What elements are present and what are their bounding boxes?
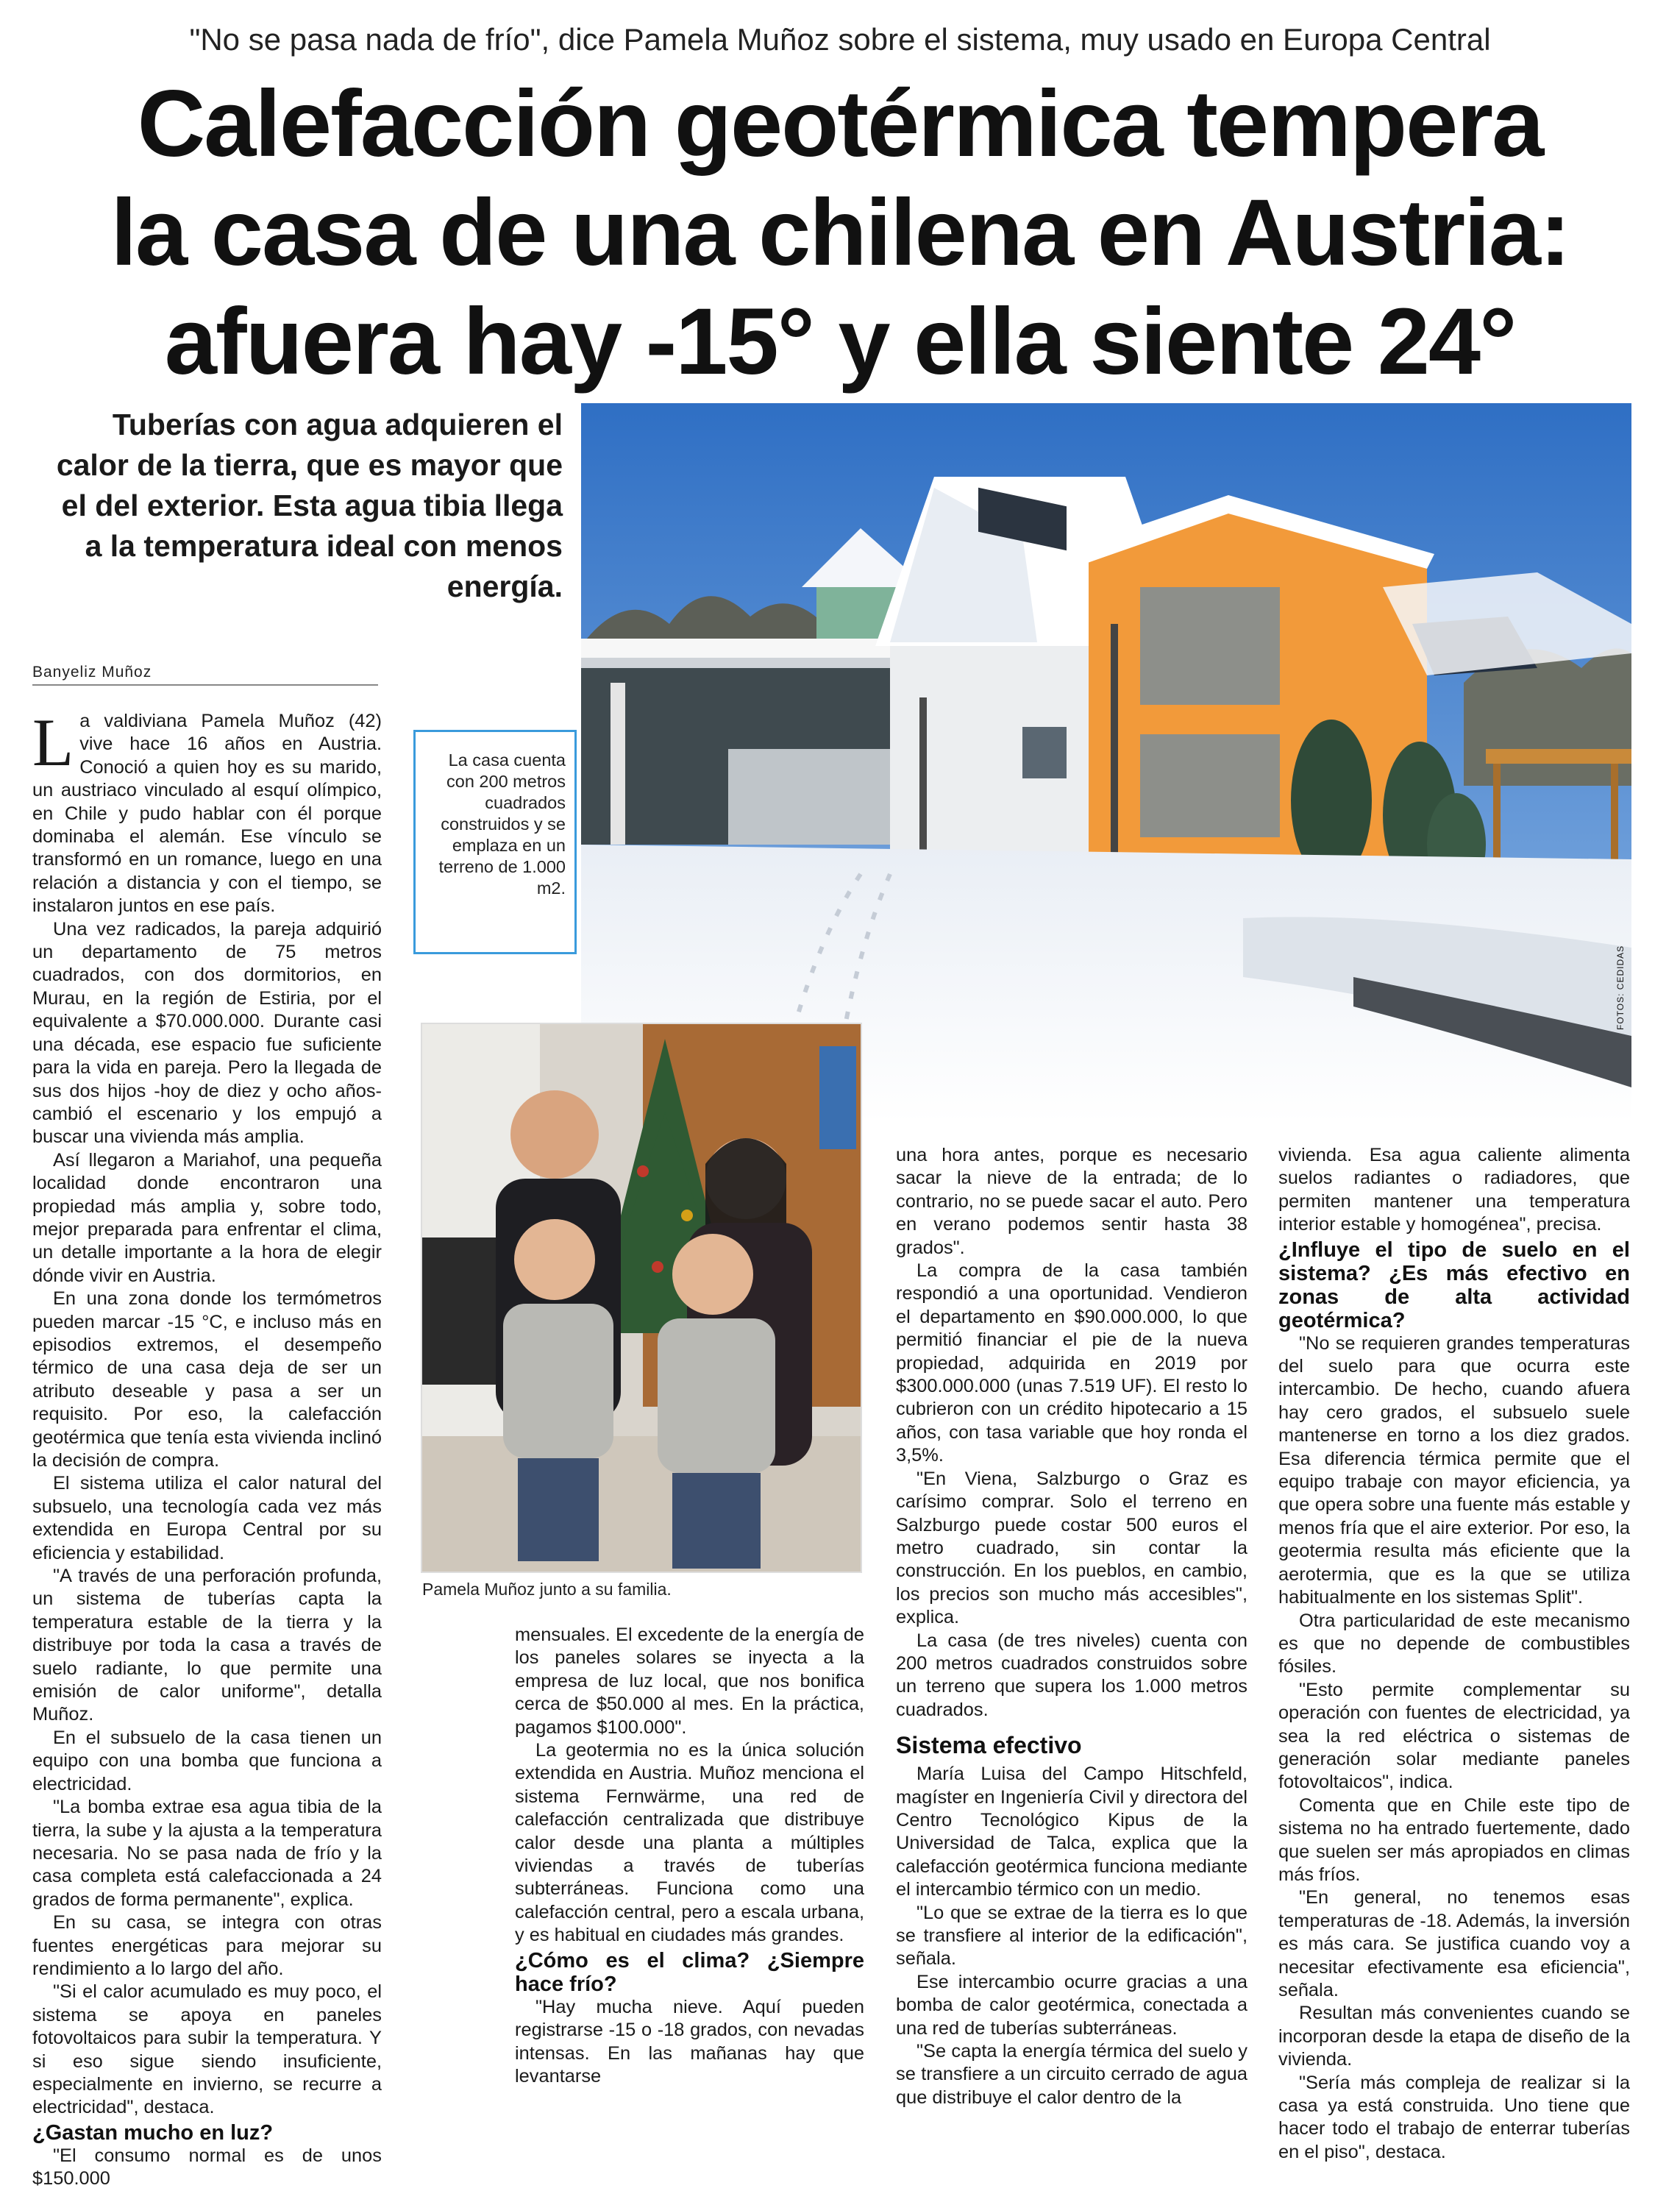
section-subheading: Sistema efectivo bbox=[896, 1732, 1082, 1759]
interview-question: ¿Gastan mucho en luz? bbox=[32, 2120, 274, 2145]
article-paragraph: En una zona donde los termómetros pueden marcar -15 °C, e incluso más en episodios extremos, el desempeño térmico de una casa deja de ser un atributo deseable y pasa a ser un requisito. Por eso, la calefacción geotérmica que tenía esta vivienda inclinó la decisión de compra. bbox=[32, 1288, 382, 1471]
article-paragraph: mensuales. El excedente de la energía de los paneles solares se inyecta a la empresa de luz local, que nos bonifica cerca de $50.000 al mes. En la práctica, pagamos $100.000". bbox=[515, 1624, 864, 1738]
article-paragraph: "Si el calor acumulado es muy poco, el sistema se apoya en paneles fotovoltaicos para subir la temperatura. Y si eso sigue siendo insuficiente, especialmente en invierno, se recurre a electricidad", destaca. bbox=[32, 1981, 382, 2118]
article-paragraph: La valdiviana Pamela Muñoz (42) vive hace 16 años en Austria. Conoció a quien hoy es su marido, un austriaco vinculado al esquí olímpico, en Chile y pudo hablar con él porque dominaba el alemán. Ese vínculo se transformó en un romance, luego en una relación a distancia y con el tiempo, se instalaron juntos en ese país. bbox=[32, 705, 382, 917]
article-paragraph: El sistema utiliza el calor natural del subsuelo, una tecnología cada vez más extendida en Europa Central por su eficiencia y estabilidad. bbox=[32, 1473, 382, 1563]
article-paragraph: María Luisa del Campo Hitschfeld, magíster en Ingeniería Civil y directora del Centro Tecnológico Kipus de la Universidad de Talca, explica que la calefacción geotérmica funciona mediante el intercambio térmico con un medio. bbox=[896, 1764, 1247, 1900]
article-paragraph: "No se requieren grandes temperaturas del suelo para que ocurra este intercambio. De hecho, cuando afuera hay cero grados, el subsuelo suele mantenerse en torno a los diez grados. Esa diferencia térmica permite que el equipo trabaje con mayor eficiencia, ya que opera sobre una fuente más estable y menos fría que el aire exterior. Por eso, la geotermia resulta más eficiente que la aerotermia, que es la que se utiliza habitualmente en los sistemas Split". bbox=[1278, 1332, 1630, 1608]
article-paragraph: Ese intercambio ocurre gracias a una bomba de calor geotérmica, conectada a una red de tuberías subterráneas. bbox=[896, 1971, 1247, 2039]
article-paragraph: La geotermia no es la única solución extendida en Austria. Muñoz menciona el sistema Fernwärme, una red de calefacción centralizada que distribuye calor desde una planta a múltiples viviendas a través de tuberías subterráneas. Funciona como una calefacción central, pero a escala urbana, y es habitual en ciudades más grandes. bbox=[515, 1740, 864, 1946]
article-paragraph: "Hay mucha nieve. Aquí pueden registrarse -15 o -18 grados, con nevadas intensas. En las mañanas hay que levantarse bbox=[515, 1996, 864, 2087]
house-photo-caption: La casa cuenta con 200 metros cuadrados construidos y se emplaza en un terreno de 1.000 m2. bbox=[413, 730, 577, 954]
byline-divider bbox=[32, 684, 378, 686]
article-paragraph: Otra particularidad de este mecanismo es que no depende de combustibles fósiles. bbox=[1278, 1610, 1630, 1677]
article-paragraph: "En Viena, Salzburgo o Graz es carísimo comprar. Solo el terreno en Salzburgo puede costar 500 euros el metro cuadrado, sin contar la construcción. En los pueblos, en cambio, los precios son mucho más accesibles", explica. bbox=[896, 1468, 1247, 1628]
article-paragraph: "En general, no tenemos esas temperaturas de -18. Además, la inversión es más cara. Se justifica cuando voy a necesitar efectivamente esa eficiencia", señala. bbox=[1278, 1887, 1630, 2000]
article-paragraph: Comenta que en Chile este tipo de sistema no ha entrado fuertemente, dado que suelen ser más apropiados en climas más fríos. bbox=[1278, 1794, 1630, 1885]
byline: Banyeliz Muñoz bbox=[32, 664, 152, 681]
article-paragraph: vivienda. Esa agua caliente alimenta suelos radiantes o radiadores, que permiten mantener una temperatura interior estable y homogénea", precisa. bbox=[1278, 1145, 1630, 1235]
photo-credit: FOTOS: CEDIDAS bbox=[1615, 945, 1626, 1030]
article-paragraph: "Se capta la energía térmica del suelo y se transfiere a un circuito cerrado de agua que distribuye el calor dentro de la bbox=[896, 2041, 1247, 2108]
article-column-3 bbox=[896, 1144, 1247, 2109]
article-paragraph: "Sería más compleja de realizar si la casa ya está construida. Uno tiene que hacer todo el trabajo de enterrar tuberías en el piso", destaca. bbox=[1278, 2072, 1630, 2162]
article-paragraph: Así llegaron a Mariahof, una pequeña localidad donde encontraron una propiedad más amplia y, sobre todo, mejor preparada para enfrentar el clima, un detalle importante a la hora de elegir dónde vivir en Austria. bbox=[32, 1149, 382, 1286]
dropcap: L bbox=[32, 705, 74, 780]
article-paragraph: En su casa, se integra con otras fuentes energéticas para mejorar su rendimiento a lo largo del año. bbox=[32, 1912, 382, 1979]
article-paragraph: "A través de una perforación profunda, un sistema de tuberías capta la temperatura estable de la tierra y la distribuye por toda la casa a través de suelo radiante, lo que permite una emisión de calor uniforme", detalla Muñoz. bbox=[32, 1566, 382, 1725]
kicker: "No se pasa nada de frío", dice Pamela Muñoz sobre el sistema, muy usado en Europa Central bbox=[189, 22, 1491, 57]
house-photo bbox=[581, 403, 1631, 1123]
lead-paragraph: Tuberías con agua adquieren el calor de la tierra, que es mayor que el del exterior. Esta agua tibia llega a la temperatura ideal con menos energía. bbox=[56, 408, 563, 603]
headline-line-1: Calefacción geotérmica tempera bbox=[137, 71, 1543, 177]
article-column-4 bbox=[1278, 1144, 1630, 2164]
article-column-2 bbox=[515, 1624, 864, 2088]
headline bbox=[0, 70, 1680, 397]
article-paragraph: Una vez radicados, la pareja adquirió un departamento de 75 metros cuadrados, con dos dormitorios, en Murau, en la región de Estiria, por el equivalente a $70.000.000. Durante casi una década, ese espacio fue suficiente para la vida en pareja. Pero la llegada de sus dos hijos -hoy de diez y ocho años- cambió el escenario y los empujó a buscar una vivienda más amplia. bbox=[32, 918, 382, 1148]
article-paragraph: En el subsuelo de la casa tienen un equipo con una bomba que funciona a electricidad. bbox=[32, 1727, 382, 1794]
interview-question: ¿Influye el tipo de suelo en el sistema? ¿Es más efectivo en zonas de alta actividad geotérmica? bbox=[1278, 1237, 1630, 1332]
article-paragraph: "El consumo normal es de unos $150.000 bbox=[32, 2145, 382, 2190]
family-photo bbox=[421, 1023, 862, 1573]
article-paragraph: La casa (de tres niveles) cuenta con 200 metros cuadrados construidos sobre un terreno que supera los 1.000 metros cuadrados. bbox=[896, 1630, 1247, 1720]
article-paragraph: Resultan más convenientes cuando se incorporan desde la etapa de diseño de la vivienda. bbox=[1278, 2003, 1630, 2070]
article-paragraph: La compra de la casa también respondió a una oportunidad. Vendieron el departamento en $90.000.000, lo que permitió financiar el pie de la nueva propiedad, adquirida en 2019 por $300.000.000 (unas 7.519 UF). El resto lo cubrieron con un crédito hipotecario a 15 años, con tasa variable que hoy ronda el 3,5%. bbox=[896, 1260, 1247, 1466]
headline-line-3: afuera hay -15° y ella siente 24° bbox=[164, 289, 1516, 394]
article-paragraph: "La bomba extrae esa agua tibia de la tierra, la sube y la ajusta a la temperatura necesaria. No se pasa nada de frío y la casa completa está calefaccionada a 24 grados de forma permanente", explica. bbox=[32, 1797, 382, 1910]
headline-line-2: la casa de una chilena en Austria: bbox=[110, 180, 1570, 285]
family-photo-caption: Pamela Muñoz junto a su familia. bbox=[422, 1580, 672, 1599]
article-column-1 bbox=[32, 705, 382, 2191]
interview-question: ¿Cómo es el clima? ¿Siempre hace frío? bbox=[515, 1948, 864, 1996]
article-paragraph: "Lo que se extrae de la tierra es lo que se transfiere al interior de la edificación", señala. bbox=[896, 1902, 1247, 1970]
article-paragraph: "Esto permite complementar su operación con fuentes de electricidad, ya sea la red eléctrica o sistemas de generación solar mediante paneles fotovoltaicos", indica. bbox=[1278, 1679, 1630, 1793]
article-paragraph: una hora antes, porque es necesario sacar la nieve de la entrada; de lo contrario, no se puede sacar el auto. Pero en verano podemos sentir hasta 38 grados". bbox=[896, 1145, 1247, 1258]
